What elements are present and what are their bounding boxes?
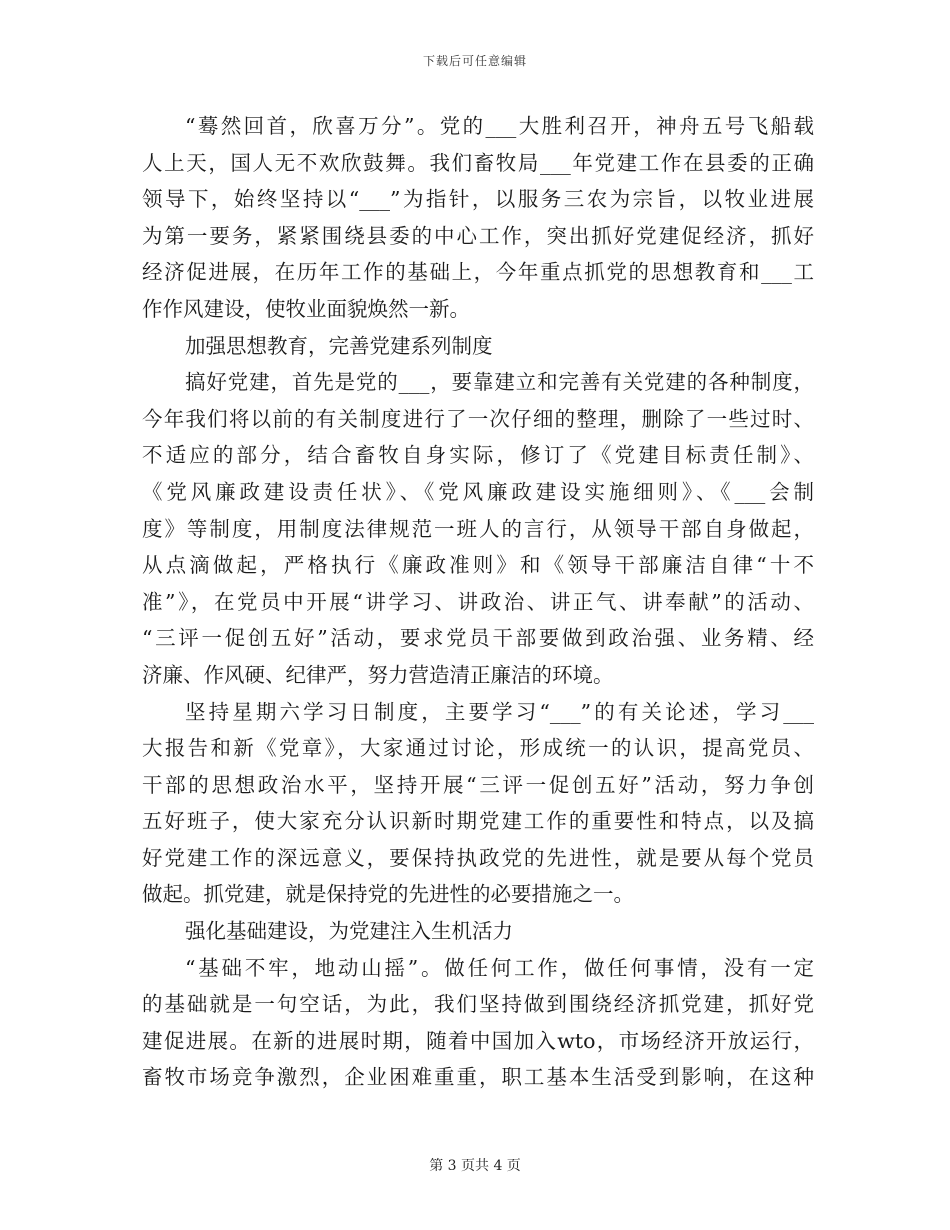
text-line: 坚持星期六学习日制度，主要学习“___”的有关论述，学习___ — [185, 699, 814, 724]
page-number: 第 3 页共 4 页 — [429, 1158, 521, 1174]
text-line: 度》等制度，用制度法律规范一班人的言行，从领导干部自身做起， — [142, 516, 814, 541]
text-line: 做起。抓党建，就是保持党的先进性的必要措施之一。 — [142, 882, 634, 907]
text-line: 为第一要务，紧紧围绕县委的中心工作，突出抓好党建促经济，抓好 — [142, 223, 814, 248]
text-line: 《党风廉政建设责任状》、《党风廉政建设实施细则》、《___会制 — [142, 479, 814, 504]
text-line: 作作风建设，使牧业面貌焕然一新。 — [142, 296, 470, 321]
text-line: “三评一促创五好”活动，要求党员干部要做到政治强、业务精、经 — [142, 626, 814, 651]
text-line: 好党建工作的深远意义，要保持执政党的先进性，就是要从每个党员 — [142, 845, 814, 870]
text-line: 大报告和新《党章》，大家通过讨论，形成统一的认识，提高党员、 — [142, 736, 814, 761]
text-line: 今年我们将以前的有关制度进行了一次仔细的整理，删除了一些过时、 — [142, 406, 814, 431]
text-line: 搞好党建，首先是党的___，要靠建立和完善有关党建的各种制度， — [185, 370, 814, 395]
text-line: “基础不牢，地动山摇”。做任何工作，做任何事情，没有一定 — [185, 955, 814, 980]
text-line: 的基础就是一句空话，为此，我们坚持做到围绕经济抓党建，抓好党 — [142, 992, 814, 1017]
text-line: 干部的思想政治水平，坚持开展“三评一促创五好”活动，努力争创 — [142, 772, 814, 797]
text-line: 准”》，在党员中开展“讲学习、讲政治、讲正气、讲奉献”的活动、 — [142, 589, 814, 614]
text-line: 五好班子，使大家充分认识新时期党建工作的重要性和特点，以及搞 — [142, 809, 814, 834]
text-line: 建促进展。在新的进展时期，随着中国加入wto，市场经济开放运行， — [142, 1028, 814, 1053]
section-heading-or-line: 加强思想教育，完善党建系列制度 — [185, 333, 493, 358]
section-heading-or-line: 强化基础建设，为党建注入生机活力 — [185, 919, 513, 944]
text-line: “蓦然回首，欣喜万分”。党的___大胜利召开，神舟五号飞船载 — [185, 114, 814, 138]
text-line: 畜牧市场竞争激烈，企业困难重重，职工基本生活受到影响，在这种 — [142, 1065, 814, 1090]
text-line: 不适应的部分，结合畜牧自身实际，修订了《党建目标责任制》、 — [142, 443, 814, 468]
document-body — [142, 108, 814, 1096]
text-line: 领导下，始终坚持以“___”为指针，以服务三农为宗旨，以牧业进展 — [142, 187, 814, 212]
text-line: 人上天，国人无不欢欣鼓舞。我们畜牧局___年党建工作在县委的正确 — [142, 150, 814, 175]
text-line: 经济促进展，在历年工作的基础上，今年重点抓党的思想教育和___工 — [142, 260, 814, 285]
text-line: 济廉、作风硬、纪律严，努力营造清正廉洁的环境。 — [142, 662, 614, 687]
text-line: 从点滴做起，严格执行《廉政准则》和《领导干部廉洁自律“十不 — [142, 553, 814, 578]
page-header: 下载后可任意编辑 — [422, 54, 527, 68]
